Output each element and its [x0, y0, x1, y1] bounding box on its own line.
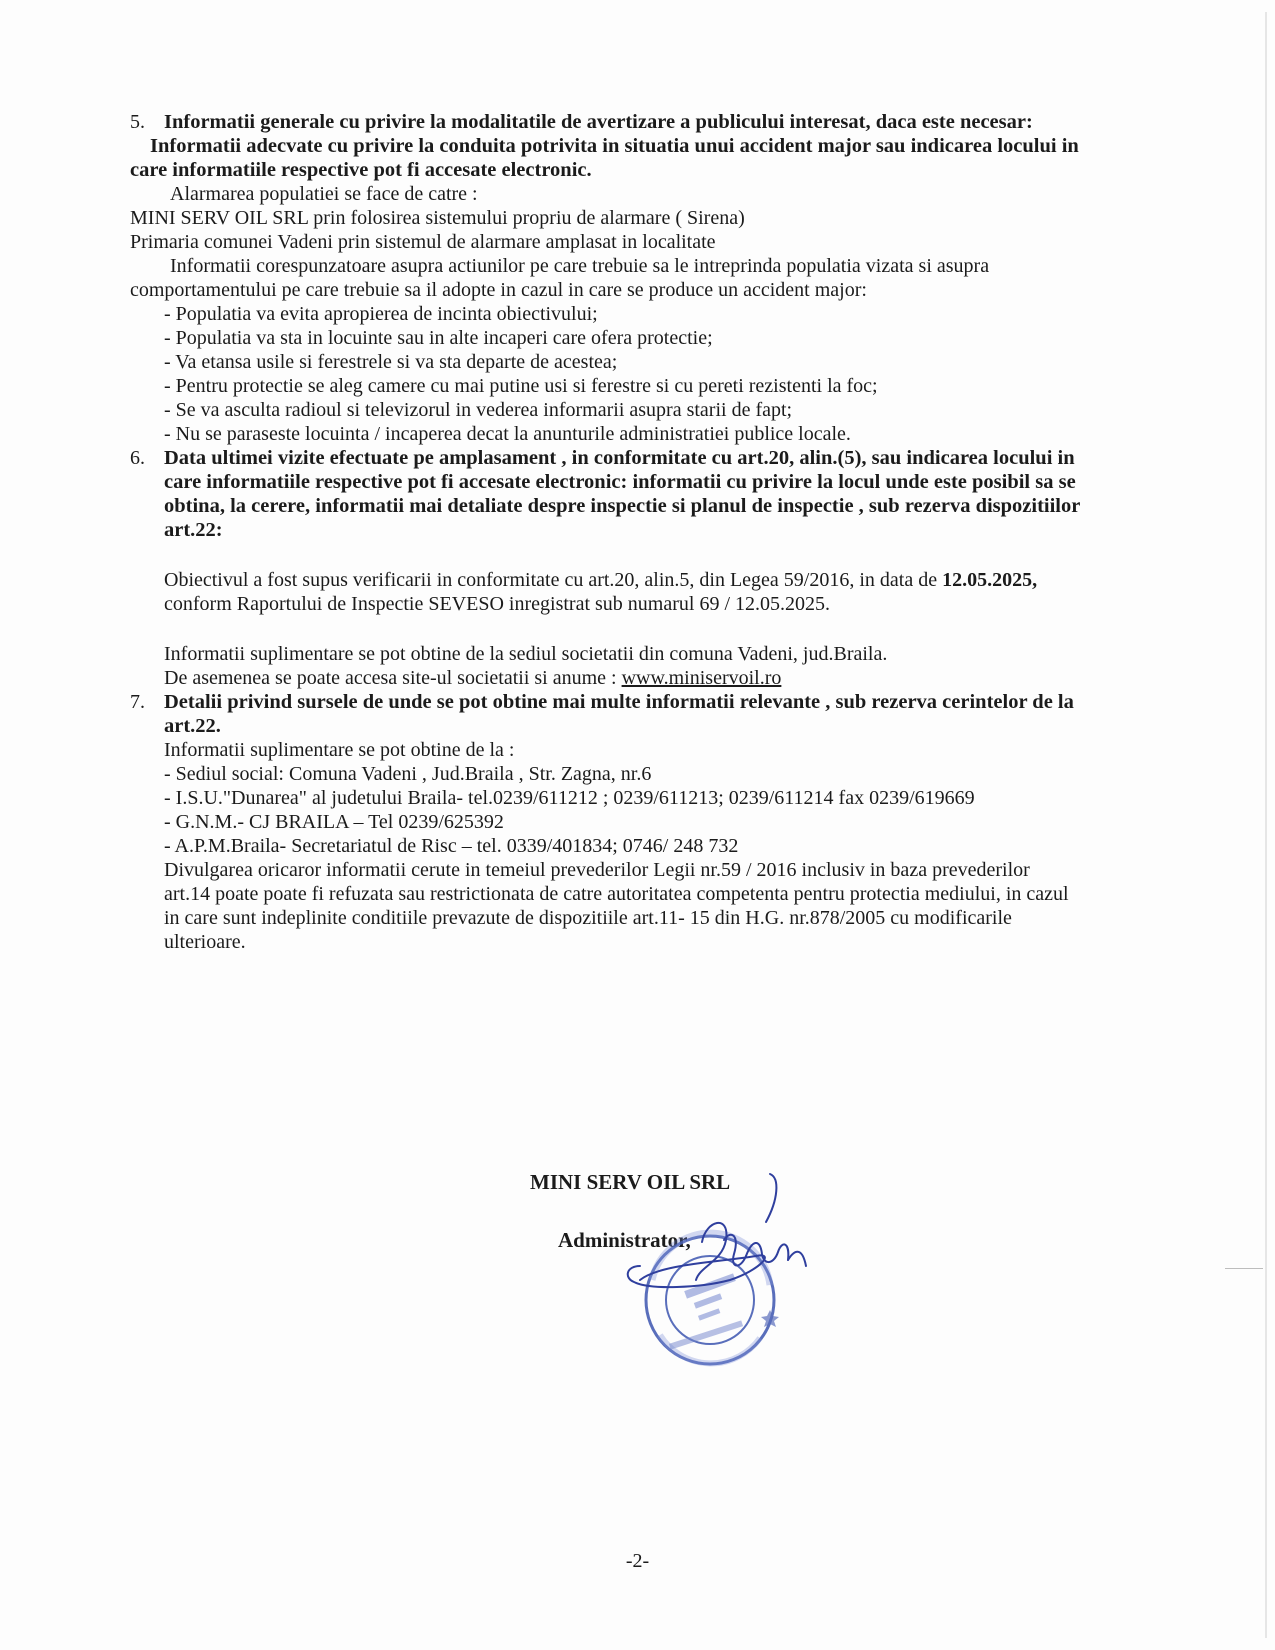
list-item: - Populatia va sta in locuinte sau in alte incaperi care ofera protectie;	[164, 327, 713, 349]
stamp-and-signature	[580, 1170, 830, 1380]
edge-mark	[1225, 1268, 1263, 1269]
section-heading-line: art.22.	[164, 715, 221, 737]
section-heading-line: Data ultimei vizite efectuate pe amplasament , in conformitate cu art.20, alin.(5), sau indicarea locului in	[164, 447, 1075, 469]
page-edge	[1265, 12, 1267, 1638]
inspection-date: 12.05.2025,	[942, 569, 1038, 591]
list-item: - G.N.M.- CJ BRAILA – Tel 0239/625392	[164, 811, 504, 833]
website-intro: De asemenea se poate accesa site-ul societatii si anume :	[164, 667, 622, 689]
inspection-line	[130, 568, 1210, 592]
alarm-intro: Alarmarea populatiei se face de catre :	[170, 183, 478, 205]
list-item: - Va etansa usile si ferestrele si va sta departe de acestea;	[164, 351, 618, 373]
alarm-source: MINI SERV OIL SRL prin folosirea sistemului propriu de alarmare ( Sirena)	[130, 207, 745, 229]
disclosure-line: Divulgarea oricaror informatii cerute in temeiul prevederilor Legii nr.59 / 2016 inclusiv in baza prevederilor	[164, 859, 1030, 881]
list-item: - Nu se paraseste locuinta / incaperea decat la anunturile administratiei publice locale.	[164, 423, 851, 445]
document-body	[130, 110, 1210, 954]
disclosure-line: ulterioare.	[164, 931, 246, 953]
section-5	[130, 110, 1210, 182]
website-line	[130, 666, 1210, 690]
section-heading-line: art.22:	[164, 519, 223, 541]
section-number: 7.	[130, 691, 145, 713]
list-item: - A.P.M.Braila- Secretariatul de Risc – tel. 0339/401834; 0746/ 248 732	[164, 835, 739, 857]
actions-intro-line: Informatii corespunzatoare asupra actiunilor pe care trebuie sa le intreprinda populatia vizata si asupra	[170, 255, 990, 277]
section-number: 6.	[130, 447, 145, 469]
list-item: - Se va asculta radioul si televizorul in vederea informarii asupra starii de fapt;	[164, 399, 793, 421]
spacer	[130, 616, 1210, 642]
inspection-report: conform Raportului de Inspectie SEVESO inregistrat sub numarul 69 / 12.05.2025.	[164, 593, 831, 615]
list-item: - I.S.U."Dunarea" al judetului Braila- tel.0239/611212 ; 0239/611213; 0239/611214 fax 0239/619669	[164, 787, 975, 809]
sources-intro: Informatii suplimentare se pot obtine de la :	[164, 739, 515, 761]
signature-block	[530, 1170, 830, 1380]
section-heading-line: obtina, la cerere, informatii mai detaliate despre inspectie si planul de inspectie , sub rezerva dispozitiilor	[164, 495, 1081, 517]
website-link[interactable]: www.miniservoil.ro	[621, 667, 782, 689]
section-heading-line: Informatii adecvate cu privire la conduita potrivita in situatia unui accident major sau indicarea locului in	[150, 135, 1079, 157]
section-heading-line: care informatiile respective pot fi accesate electronic: informatii cu privire la locul unde este posibil sa se	[164, 471, 1076, 493]
extra-info: Informatii suplimentare se pot obtine de la sediul societatii din comuna Vadeni, jud.Braila.	[164, 643, 888, 665]
spacer	[130, 542, 1210, 568]
list-item: - Pentru protectie se aleg camere cu mai putine usi si ferestre si cu pereti rezistenti la foc;	[164, 375, 878, 397]
list-item: - Sediul social: Comuna Vadeni , Jud.Braila , Str. Zagna, nr.6	[164, 763, 652, 785]
inspection-text: Obiectivul a fost supus verificarii in conformitate cu art.20, alin.5, din Legea 59/2016, in data de	[164, 569, 943, 591]
section-heading-line: Informatii generale cu privire la modalitatile de avertizare a publicului interesat, daca este necesar:	[164, 111, 1033, 133]
section-6	[130, 446, 1210, 542]
section-7	[130, 690, 1210, 738]
section-number: 5.	[130, 111, 145, 133]
alarm-source: Primaria comunei Vadeni prin sistemul de alarmare amplasat in localitate	[130, 231, 716, 253]
disclosure-line: in care sunt indeplinite conditiile prevazute de dispozitiile art.11- 15 din H.G. nr.878/2005 cu modificarile	[164, 907, 1012, 929]
section-heading-line: Detalii privind sursele de unde se pot obtine mai multe informatii relevante , sub rezerva cerintelor de la	[164, 691, 1074, 713]
actions-intro-line: comportamentului pe care trebuie sa il adopte in cazul in care se produce un accident major:	[130, 279, 867, 301]
disclosure-line: art.14 poate poate fi refuzata sau restrictionata de catre autoritatea competenta pentru protectia mediului, in cazul	[164, 883, 1069, 905]
section-heading-line: care informatiile respective pot fi accesate electronic.	[130, 159, 592, 181]
page-number: -2-	[625, 1550, 650, 1572]
list-item: - Populatia va evita apropierea de incinta obiectivului;	[164, 303, 598, 325]
signature-company: MINI SERV OIL SRL	[530, 1170, 731, 1194]
signature-role: Administrator,	[558, 1228, 691, 1252]
company-stamp-icon	[646, 1233, 779, 1364]
